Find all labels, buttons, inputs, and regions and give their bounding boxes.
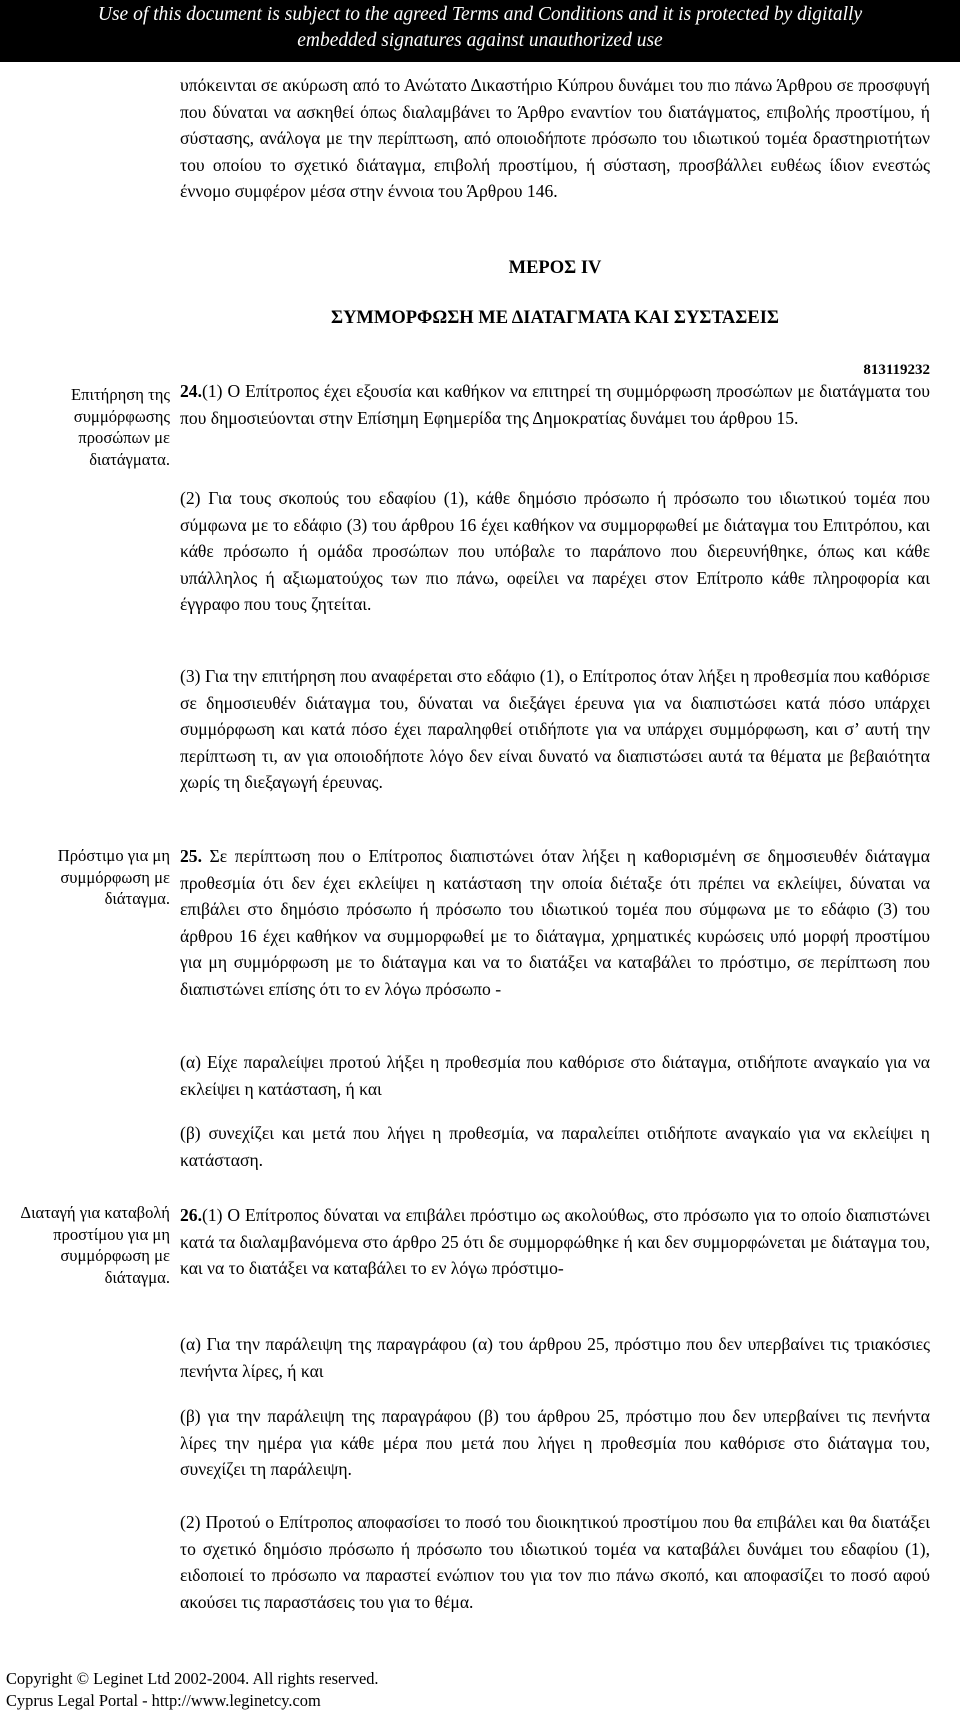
reference-number: 813119232 xyxy=(863,362,930,378)
copyright-line: Copyright © Leginet Ltd 2002-2004. All rights reserved. xyxy=(6,1669,379,1688)
section-26-item-b: (β) για την παράλειψη της παραγράφου (β) του άρθρου 25, πρόστιμο που δεν υπερβαίνει τις πενήντα λίρες την ημέρα για κάθε μέρα που μετά που λήγει η προθεσμία που καθόρισε στο διάταγμα του, συνεχίζει τη παράλειψη. xyxy=(180,1406,930,1479)
section-25-item-b: (β) συνεχίζει και μετά που λήγει η προθεσμία, να παραλείπει οτιδήποτε αναγκαίο για να εκλείψει η κατάσταση. xyxy=(180,1123,930,1170)
part-subtitle: ΣΥΜΜΟΡΦΩΣΗ ΜΕ ΔΙΑΤΑΓΜΑΤΑ ΚΑΙ ΣΥΣΤΑΣΕΙΣ xyxy=(330,308,780,328)
section-26-paragraph-2: (2) Προτού ο Επίτροπος αποφασίσει το ποσό του διοικητικού προστίμου που θα επιβάλει και θα διατάξει το σχετικό δημόσιο πρόσωπο ή πρόσωπο του ιδιωτικού τομέα να καταβάλει δυνάμει του εδαφίου (1), ειδοποιεί το πρόσωπο να παραστεί ενώπιον του για τον πιο πάνω σκοπό, και αποφασίζει το ποσό αφού ακούσει τις παραστάσεις του για το θέμα. xyxy=(180,1512,930,1612)
side-note-section-25: Πρόστιμο για μη συμμόρφωση με διάταγμα. xyxy=(57,846,170,908)
section-number: 24. xyxy=(180,381,202,401)
portal-line: Cyprus Legal Portal - http://www.leginetcy.com xyxy=(6,1691,321,1710)
section-26-item-a: (α) Για την παράλειψη της παραγράφου (α) του άρθρου 25, πρόστιμο που δεν υπερβαίνει τις τριακόσιες πενήντα λίρες, ή και xyxy=(180,1334,930,1381)
protection-notice-line-2: embedded signatures against unauthorized use xyxy=(297,30,663,51)
side-note-section-24: Επιτήρηση της συμμόρφωσης προσώπων με διατάγματα. xyxy=(71,385,170,469)
section-24-paragraph-1: 24.(1) Ο Επίτροπος έχει εξουσία και καθήκον να επιτηρεί τη συμμόρφωση προσώπων με διατάγματα του που δημοσιεύονται στην Επίσημη Εφημερίδα της Δημοκρατίας δυνάμει του άρθρου 15. xyxy=(180,381,930,428)
section-24-paragraph-3: (3) Για την επιτήρηση που αναφέρεται στο εδάφιο (1), ο Επίτροπος όταν λήξει η προθεσμία που καθόρισε σε δημοσιευθέν διάταγμα του, δύναται να διεξάγει έρευνα για να διαπιστώσει κατά πόσο υπάρχει συμμόρφωση και κατά πόσο έχει παραληφθεί οτιδήποτε για να υπάρχει συμμόρφωση, και σ’ αυτή την περίπτωση τι, αν για οποιοδήποτε λόγο δεν είναι δυνατό να διαπιστώσει αυτά τα θέματα με βεβαιότητα χωρίς τη διεξαγωγή έρευνας. xyxy=(180,666,930,792)
section-number: 26. xyxy=(180,1205,202,1225)
side-note-section-26: Διαταγή για καταβολή προστίμου για μη συμμόρφωση με διάταγμα. xyxy=(20,1203,170,1287)
part-title: ΜΕΡΟΣ IV xyxy=(508,258,602,278)
section-25-item-a: (α) Είχε παραλείψει προτού λήξει η προθεσμία που καθόρισε στο διάταγμα, οτιδήποτε αναγκαίο για να εκλείψει η κατάσταση, ή και xyxy=(180,1052,930,1099)
section-26-paragraph-1: 26.(1) Ο Επίτροπος δύναται να επιβάλει πρόστιμο ως ακολούθως, στο πρόσωπο για το οποίο διαπιστώνει κατά τα διαλαμβανόμενα στο άρθρο 25 ότι δε συμμορφώθηκε ή και δεν συμμορφώνεται με διάταγμα του, και να το διατάξει να καταβάλει το εν λόγω πρόστιμο- xyxy=(180,1205,930,1278)
intro-paragraph: υπόκεινται σε ακύρωση από το Ανώτατο Δικαστήριο Κύπρου δυνάμει του πιο πάνω Άρθρου σε προσφυγή που δύναται να ασκηθεί όπως διαλαμβάνει το Άρθρο εναντίον του διατάγματος, επιβολής προστίμου, ή σύστασης, ανάλογα με την περίπτωση, από οποιοδήποτε πρόσωπο του ιδιωτικού τομέα δραστηριοτήτων του οποίου το σχετικό διάταγμα, επιβολή προστίμου, ή σύσταση, προσβάλλει ευθέως ίδιον ενεστώς έννομο συμφέρον μέσα στην έννοια του Άρθρου 146. xyxy=(180,75,930,201)
section-24-paragraph-2: (2) Για τους σκοπούς του εδαφίου (1), κάθε δημόσιο πρόσωπο ή πρόσωπο του ιδιωτικού τομέα που σύμφωνα με το εδάφιο (3) του άρθρου 16 έχει καθήκον να συμμορφωθεί με διάταγμα του Επιτρόπου, και κάθε πρόσωπο ή ομάδα προσώπων που υπόβαλε το παράπονο που διερευνήθηκε, όπως και κάθε υπάλληλος ή αξιωματούχος των πιο πάνω, οφείλει να παρέχει στον Επίτροπο κάθε πληροφορία και έγγραφο που τους ζητείται. xyxy=(180,488,930,614)
copyright-footer xyxy=(6,1668,379,1712)
section-25-paragraph-1: 25. Σε περίπτωση που ο Επίτροπος διαπιστώνει όταν λήξει η καθορισμένη σε δημοσιευθέν διάταγμα προθεσμία ότι δεν έχει εκλείψει η κατάσταση την οποία διέταξε ότι πρέπει να εκλείψει, δύναται να επιβάλει στο δημόσιο πρόσωπο ή πρόσωπο του ιδιωτικού τομέα που σύμφωνα με το εδάφιο (3) του άρθρου 16 έχει καθήκον να συμμορφωθεί με το διάταγμα, χρηματικές κυρώσεις υπό μορφή προστίμου για μη συμμόρφωση με το διάταγμα και να το διατάξει να καταβάλει το πρόστιμο, σε περίπτωση που διαπιστώνει επίσης ότι το εν λόγω πρόσωπο - xyxy=(180,846,930,999)
section-number: 25. xyxy=(180,846,202,866)
protection-notice-banner xyxy=(0,0,960,62)
protection-notice-line-1: Use of this document is subject to the agreed Terms and Conditions and it is protected by digitally xyxy=(97,4,863,25)
